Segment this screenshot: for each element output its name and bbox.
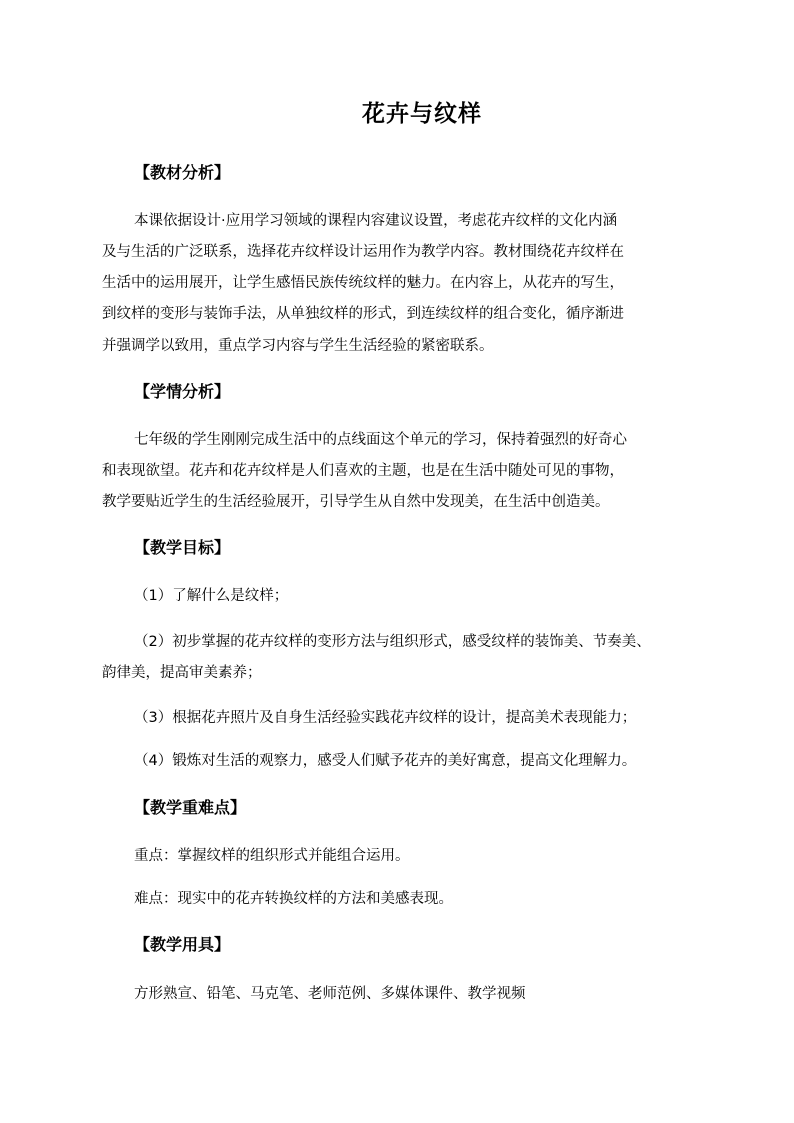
- paragraph-line: 本课依据设计·应用学习领域的课程内容建议设置，考虑花卉纹样的文化内涵: [134, 213, 618, 229]
- section-heading-textbook-analysis: 【教材分析】: [134, 163, 231, 182]
- goal-item: （2）初步掌握的花卉纹样的变形方法与组织形式，感受纹样的装饰美、节奏美、: [134, 634, 651, 650]
- goal-item: （1）了解什么是纹样；: [134, 588, 289, 604]
- key-point: 重点：掌握纹样的组织形式并能组合运用。: [134, 848, 410, 864]
- paragraph-line: 生活中的运用展开，让学生感悟民族传统纹样的魅力。在内容上，从花卉的写生，: [102, 275, 624, 291]
- tools-list: 方形熟宣、铅笔、马克笔、老师范例、多媒体课件、教学视频: [134, 986, 526, 1002]
- paragraph-line: 并强调学以致用，重点学习内容与学生生活经验的紧密联系。: [102, 338, 494, 354]
- paragraph-line: 及与生活的广泛联系，选择花卉纹样设计运用作为教学内容。教材围绕花卉纹样在: [102, 244, 624, 260]
- section-heading-student-analysis: 【学情分析】: [134, 382, 231, 401]
- paragraph-line: 和表现欲望。花卉和花卉纹样是人们喜欢的主题，也是在生活中随处可见的事物，: [102, 463, 624, 479]
- section-heading-teaching-goals: 【教学目标】: [134, 538, 231, 557]
- goal-item-continuation: 韵律美，提高审美素养；: [102, 665, 262, 681]
- section-heading-key-difficult-points: 【教学重难点】: [134, 798, 247, 817]
- paragraph-line: 到纹样的变形与装饰手法，从单独纹样的形式，到连续纹样的组合变化，循序渐进: [102, 306, 624, 322]
- document-title: 花卉与纹样: [362, 101, 482, 127]
- section-heading-teaching-tools: 【教学用具】: [134, 935, 231, 954]
- difficult-point: 难点：现实中的花卉转换纹样的方法和美感表现。: [134, 891, 453, 907]
- paragraph-line: 七年级的学生刚刚完成生活中的点线面这个单元的学习，保持着强烈的好奇心: [134, 432, 627, 448]
- paragraph-line: 教学要贴近学生的生活经验展开，引导学生从自然中发现美，在生活中创造美。: [102, 494, 610, 510]
- goal-item: （4）锻炼对生活的观察力，感受人们赋予花卉的美好寓意，提高文化理解力。: [134, 753, 637, 769]
- goal-item: （3）根据花卉照片及自身生活经验实践花卉纹样的设计，提高美术表现能力；: [134, 710, 637, 726]
